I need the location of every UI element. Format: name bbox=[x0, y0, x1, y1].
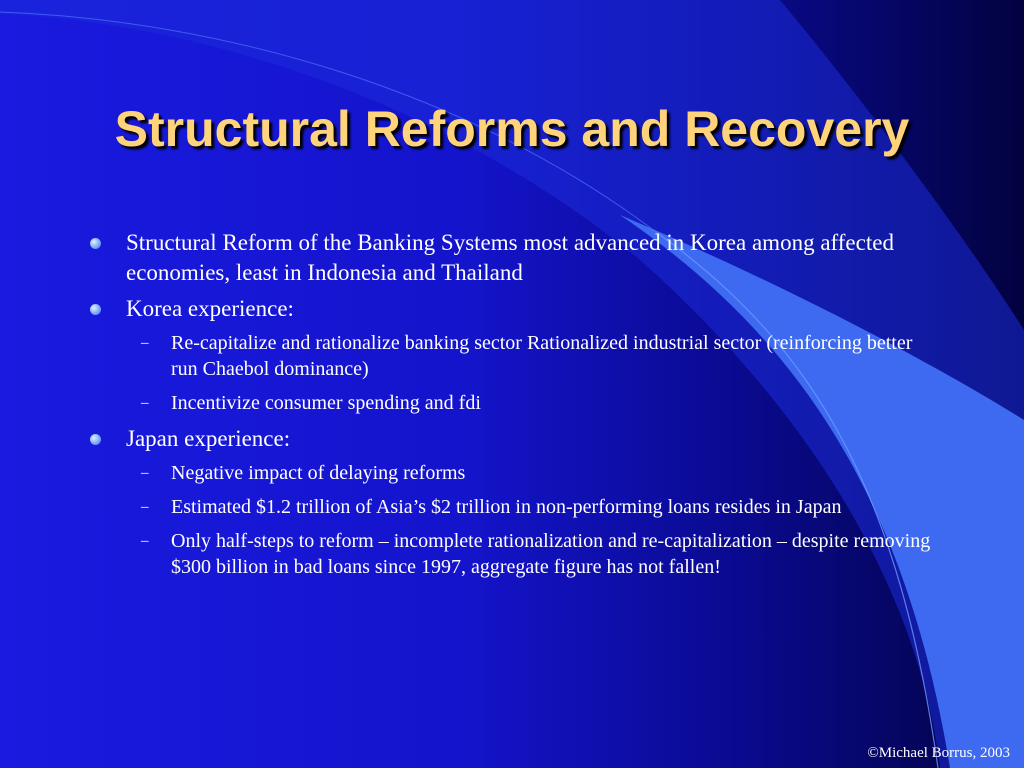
sub-bullet-text: Estimated $1.2 trillion of Asia’s $2 trillion in non-performing loans resides in Japan bbox=[171, 496, 842, 518]
sub-bullet-item bbox=[126, 494, 938, 520]
bullet-text: Structural Reform of the Banking Systems most advanced in Korea among affected economies, least in Indonesia and Thailand bbox=[126, 230, 894, 285]
bullet-list bbox=[88, 228, 938, 588]
bullet-item bbox=[88, 424, 938, 454]
dash-icon: – bbox=[141, 499, 149, 515]
sub-bullet-text: Negative impact of delaying reforms bbox=[171, 462, 466, 484]
bullet-item bbox=[88, 228, 938, 288]
sub-bullet-item bbox=[126, 460, 938, 486]
dash-icon: – bbox=[141, 335, 149, 351]
dash-icon: – bbox=[141, 465, 149, 481]
sub-bullet-list bbox=[126, 460, 938, 580]
sub-bullet-item bbox=[126, 390, 938, 416]
bullet-icon bbox=[90, 238, 101, 249]
bullet-icon bbox=[90, 434, 101, 445]
slide-title: Structural Reforms and Recovery bbox=[114, 101, 910, 157]
dash-icon: – bbox=[141, 533, 149, 549]
dash-icon: – bbox=[141, 395, 149, 411]
bullet-text: Korea experience: bbox=[126, 296, 294, 321]
copyright-footer: ©Michael Borrus, 2003 bbox=[867, 745, 1010, 761]
sub-bullet-list bbox=[126, 330, 938, 416]
sub-bullet-item bbox=[126, 528, 938, 580]
bullet-icon bbox=[90, 304, 101, 315]
bullet-item bbox=[88, 294, 938, 324]
sub-bullet-text: Only half-steps to reform – incomplete rationalization and re-capitalization – despite removing $300 billion in bad loans since 1997, aggregate figure has not fallen! bbox=[171, 530, 931, 578]
bullet-text: Japan experience: bbox=[126, 426, 291, 451]
sub-bullet-text: Re-capitalize and rationalize banking sector Rationalized industrial sector (reinforcing better run Chaebol dominance) bbox=[171, 332, 913, 380]
sub-bullet-item bbox=[126, 330, 938, 382]
sub-bullet-text: Incentivize consumer spending and fdi bbox=[171, 392, 481, 414]
